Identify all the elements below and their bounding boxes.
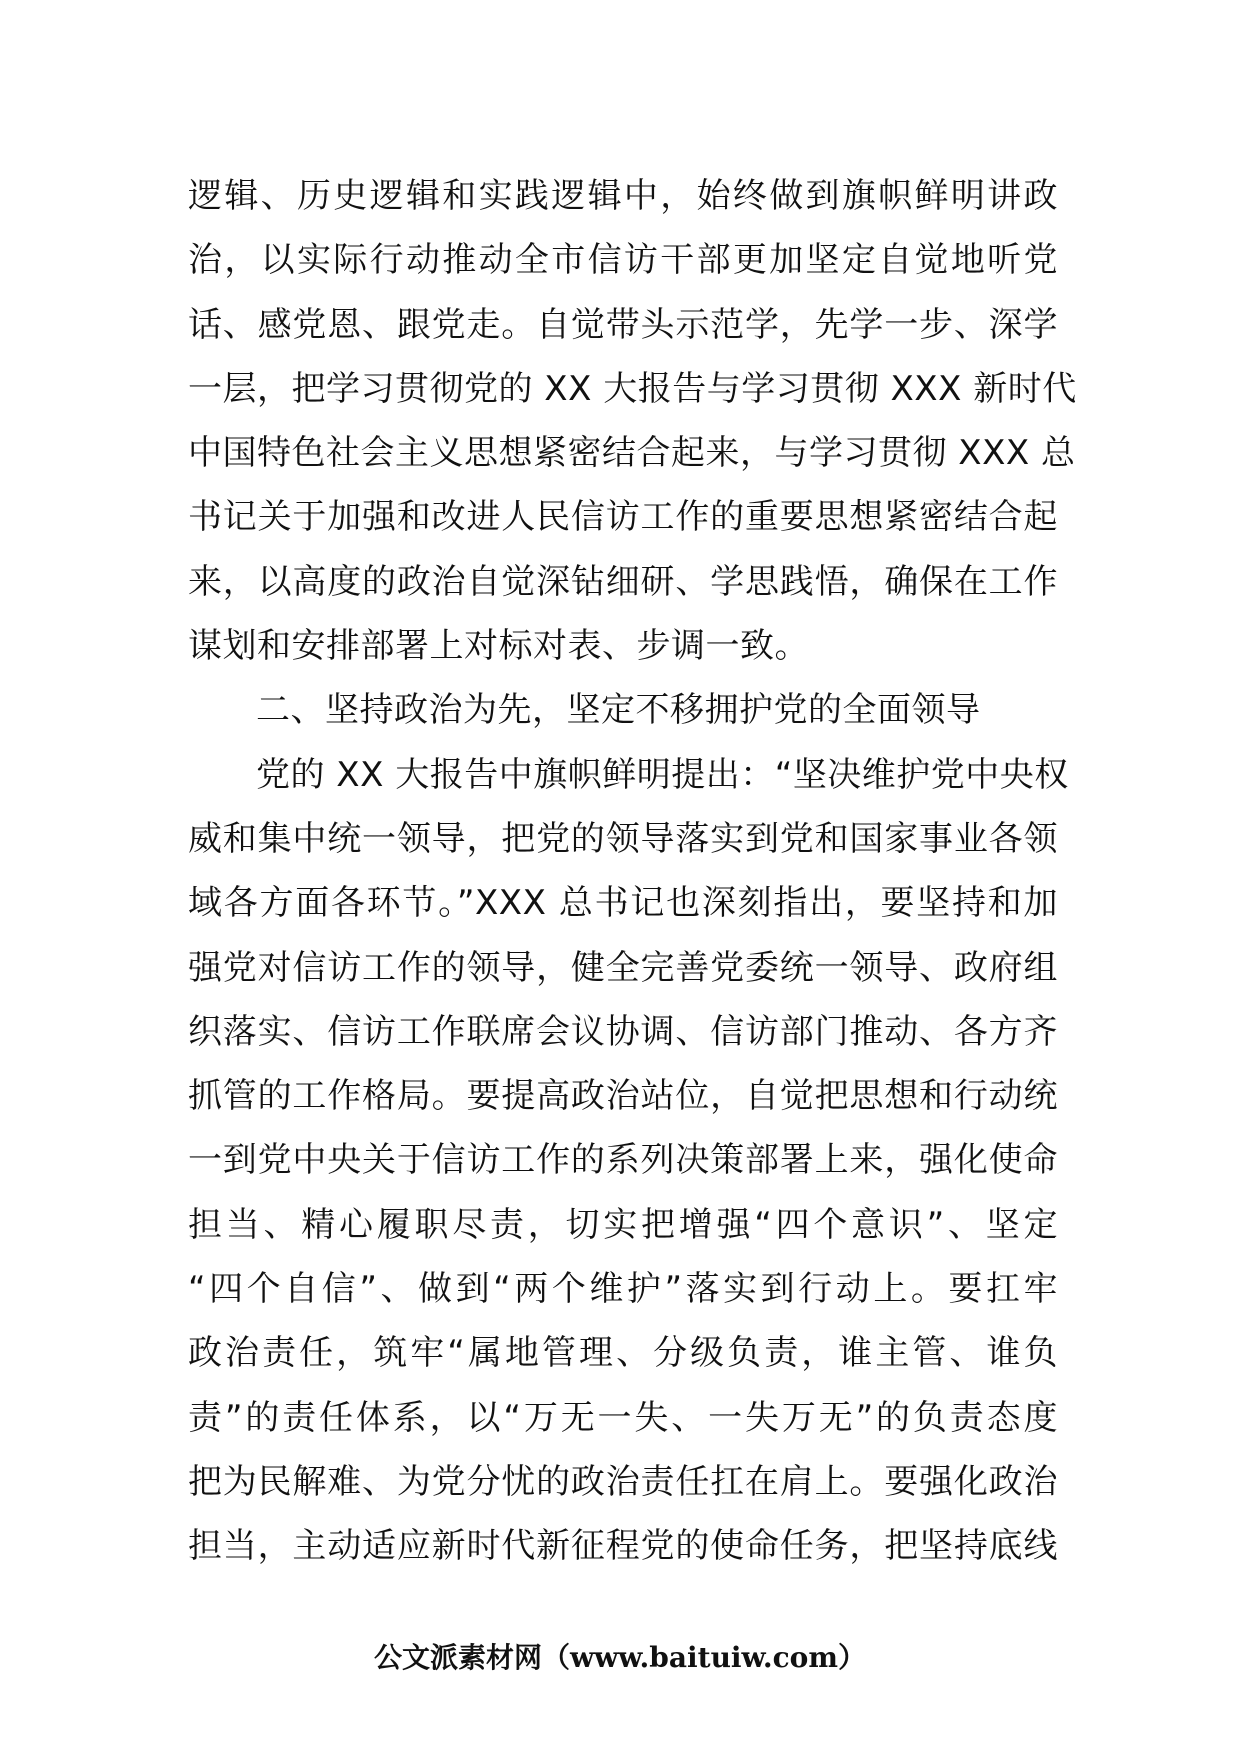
text-line: 书记关于加强和改进人民信访工作的重要思想紧密结合起 <box>188 497 1058 538</box>
text-line: 中国特色社会主义思想紧密结合起来，与学习贯彻 XXX 总 <box>188 433 1076 474</box>
text-line: 来，以高度的政治自觉深钻细研、学思践悟，确保在工作 <box>188 561 1058 602</box>
text-line: 责”的责任体系，以“万无一失、一失万无”的负责态度 <box>188 1397 1058 1438</box>
text-line: 织落实、信访工作联席会议协调、信访部门推动、各方齐 <box>188 1011 1058 1052</box>
text-line: 逻辑、历史逻辑和实践逻辑中，始终做到旗帜鲜明讲政 <box>188 176 1058 216</box>
text-line: 担当，主动适应新时代新征程党的使命任务，把坚持底线 <box>188 1526 1058 1567</box>
text-line: 把为民解难、为党分忧的政治责任扛在肩上。要强化政治 <box>188 1461 1058 1502</box>
footer-source: 公文派素材网（www.baituiw.com） <box>374 1641 866 1674</box>
text-line: 域各方面各环节。”XXX 总书记也深刻指出，要坚持和加 <box>188 883 1058 924</box>
text-line: 抓管的工作格局。要提高政治站位，自觉把思想和行动统 <box>188 1076 1058 1117</box>
text-line: 强党对信访工作的领导，健全完善党委统一领导、政府组 <box>188 947 1058 988</box>
text-line: “四个自信”、做到“两个维护”落实到行动上。要扛牢 <box>188 1269 1058 1310</box>
text-line: 担当、精心履职尽责，切实把增强“四个意识”、坚定 <box>188 1204 1058 1245</box>
text-line: 一层，把学习贯彻党的 XX 大报告与学习贯彻 XXX 新时代 <box>188 368 1077 409</box>
text-line: 谋划和安排部署上对标对表、步调一致。 <box>188 626 809 667</box>
text-line: 威和集中统一领导，把党的领导落实到党和国家事业各领 <box>188 818 1058 859</box>
text-line: 话、感党恩、跟党走。自觉带头示范学，先学一步、深学 <box>188 304 1058 345</box>
section-heading: 二、坚持政治为先，坚定不移拥护党的全面领导 <box>256 690 981 731</box>
text-line: 一到党中央关于信访工作的系列决策部署上来，强化使命 <box>188 1140 1058 1181</box>
text-line: 政治责任，筑牢“属地管理、分级负责，谁主管、谁负 <box>188 1333 1058 1374</box>
text-line: 党的 XX 大报告中旗帜鲜明提出：“坚决维护党中央权 <box>256 754 1069 795</box>
text-line: 治，以实际行动推动全市信访干部更加坚定自觉地听党 <box>188 240 1058 281</box>
document-body <box>188 164 1077 1579</box>
